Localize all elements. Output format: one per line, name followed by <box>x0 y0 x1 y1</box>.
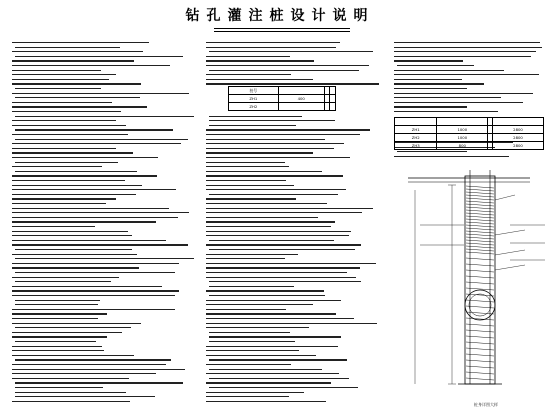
table-a-cell: ZH1 <box>229 95 279 103</box>
table-b-cell: ZH2 <box>395 134 437 142</box>
table-a-cell: ZH2 <box>229 103 279 111</box>
footer-note: 桩身详图大样 <box>474 402 498 407</box>
table-b-cell: ZH3 <box>395 142 437 150</box>
table-b-cell: ZH1 <box>395 126 437 134</box>
table-b-cell: 2800 <box>493 142 544 150</box>
table-b-cell: 1000 <box>437 134 488 142</box>
sheet-title: 钻孔灌注桩设计说明 <box>185 8 375 24</box>
table-a-cell: 400 <box>278 95 324 103</box>
table-a-header-0: 桩号 <box>229 87 279 95</box>
table-b-cell: 1000 <box>437 126 488 134</box>
pile-section-circle <box>465 290 495 320</box>
table-b-cell: 2800 <box>493 134 544 142</box>
table-b-cell: 2800 <box>493 126 544 134</box>
table-b-cell: 800 <box>437 142 488 150</box>
